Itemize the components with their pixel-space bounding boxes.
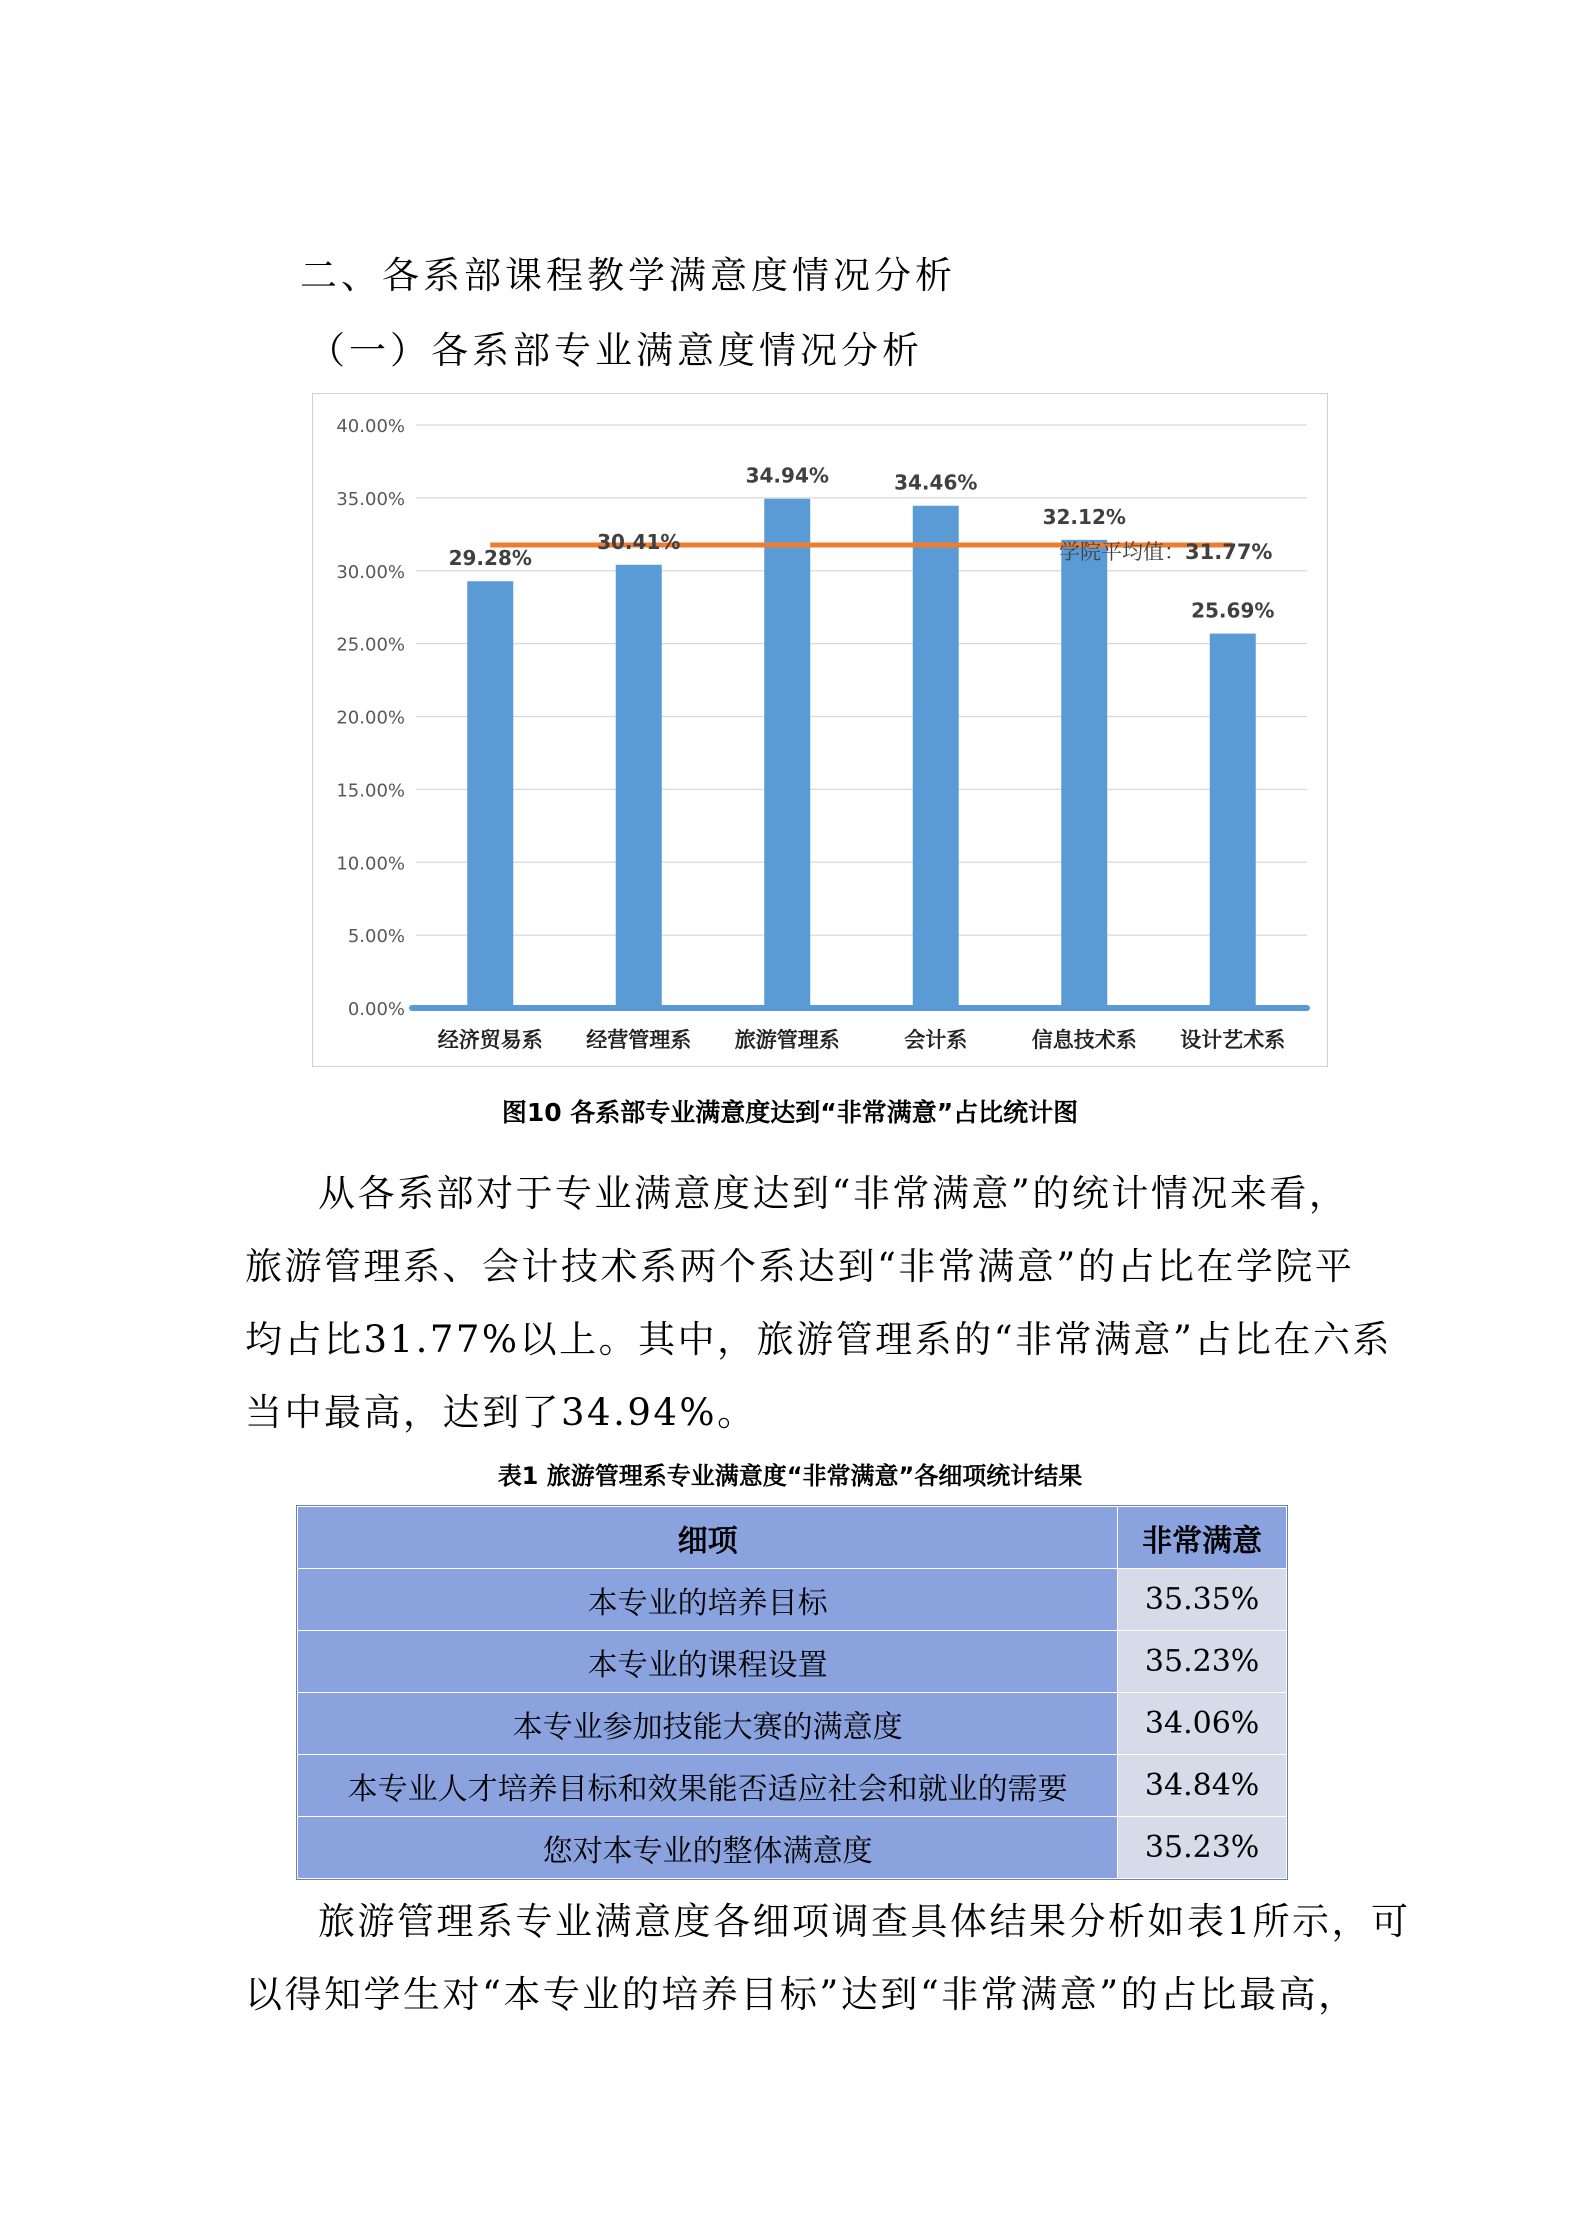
table-row bbox=[298, 1693, 1287, 1755]
header-item: 细项 bbox=[298, 1507, 1118, 1569]
section-heading: 二、各系部课程教学满意度情况分析 bbox=[300, 254, 956, 297]
table-row bbox=[298, 1631, 1287, 1693]
x-tick-label: 经营管理系 bbox=[586, 1027, 692, 1052]
y-tick-label: 40.00% bbox=[336, 416, 405, 437]
chart-svg bbox=[313, 394, 1327, 1066]
paragraph1-line3: 均占比31.77%以上。其中，旅游管理系的“非常满意”占比在六系 bbox=[245, 1318, 1392, 1361]
row-item: 本专业参加技能大赛的满意度 bbox=[298, 1693, 1118, 1755]
bar bbox=[616, 565, 662, 1008]
table-row bbox=[298, 1817, 1287, 1879]
average-annotation bbox=[1059, 540, 1272, 564]
average-label-prefix: 学院平均值： bbox=[1059, 539, 1185, 564]
row-value: 35.23% bbox=[1118, 1631, 1287, 1693]
y-tick-label: 35.00% bbox=[336, 488, 405, 510]
paragraph1-line1: 从各系部对于专业满意度达到“非常满意”的统计情况来看， bbox=[318, 1172, 1349, 1215]
table-row bbox=[298, 1755, 1287, 1817]
header-very-satisfied: 非常满意 bbox=[1118, 1507, 1287, 1569]
bar bbox=[1061, 540, 1107, 1008]
x-tick-label: 旅游管理系 bbox=[734, 1027, 840, 1052]
y-tick-label: 15.00% bbox=[336, 780, 405, 802]
subsection-heading: （一）各系部专业满意度情况分析 bbox=[308, 329, 923, 372]
x-tick-label: 经济贸易系 bbox=[437, 1027, 543, 1052]
x-tick-label: 信息技术系 bbox=[1031, 1027, 1137, 1052]
paragraph2-line1: 旅游管理系专业满意度各细项调查具体结果分析如表1所示，可 bbox=[318, 1900, 1411, 1943]
table-header-row bbox=[298, 1507, 1287, 1569]
bar bbox=[467, 581, 513, 1008]
paragraph2-line2: 以得知学生对“本专业的培养目标”达到“非常满意”的占比最高， bbox=[245, 1973, 1358, 2016]
row-value: 35.35% bbox=[1118, 1569, 1287, 1631]
detail-table bbox=[297, 1506, 1287, 1879]
bar-value-label: 32.12% bbox=[1042, 504, 1126, 529]
table-caption: 表1 旅游管理系专业满意度“非常满意”各细项统计结果 bbox=[497, 1462, 1083, 1490]
figure-caption: 图10 各系部专业满意度达到“非常满意”占比统计图 bbox=[501, 1098, 1079, 1127]
bar bbox=[1210, 634, 1256, 1008]
bar-value-label: 34.94% bbox=[745, 463, 829, 488]
row-value: 35.23% bbox=[1118, 1817, 1287, 1879]
bar-value-label: 30.41% bbox=[597, 529, 681, 554]
x-tick-label: 设计艺术系 bbox=[1180, 1027, 1286, 1052]
bar bbox=[913, 506, 959, 1008]
y-tick-label: 30.00% bbox=[336, 561, 405, 583]
row-value: 34.06% bbox=[1118, 1693, 1287, 1755]
row-item: 本专业人才培养目标和效果能否适应社会和就业的需要 bbox=[298, 1755, 1118, 1817]
row-item: 您对本专业的整体满意度 bbox=[298, 1817, 1118, 1879]
bar-value-label: 25.69% bbox=[1191, 598, 1275, 623]
paragraph1-line2: 旅游管理系、会计技术系两个系达到“非常满意”的占比在学院平 bbox=[245, 1245, 1355, 1288]
y-tick-label: 20.00% bbox=[336, 707, 405, 729]
table-row bbox=[298, 1569, 1287, 1631]
y-tick-label: 5.00% bbox=[347, 926, 405, 948]
average-label-value: 31.77% bbox=[1185, 539, 1273, 564]
bar bbox=[764, 499, 810, 1008]
bar-value-label: 29.28% bbox=[448, 546, 532, 571]
bar-value-label: 34.46% bbox=[894, 470, 978, 495]
y-tick-label: 10.00% bbox=[336, 853, 405, 875]
y-tick-label: 0.00% bbox=[347, 999, 405, 1020]
x-tick-label: 会计系 bbox=[904, 1027, 968, 1052]
row-value: 34.84% bbox=[1118, 1755, 1287, 1817]
row-item: 本专业的培养目标 bbox=[298, 1569, 1118, 1631]
bar-chart bbox=[312, 393, 1328, 1067]
paragraph1-line4: 当中最高，达到了34.94%。 bbox=[245, 1391, 757, 1434]
y-tick-label: 25.00% bbox=[336, 634, 405, 656]
row-item: 本专业的课程设置 bbox=[298, 1631, 1118, 1693]
